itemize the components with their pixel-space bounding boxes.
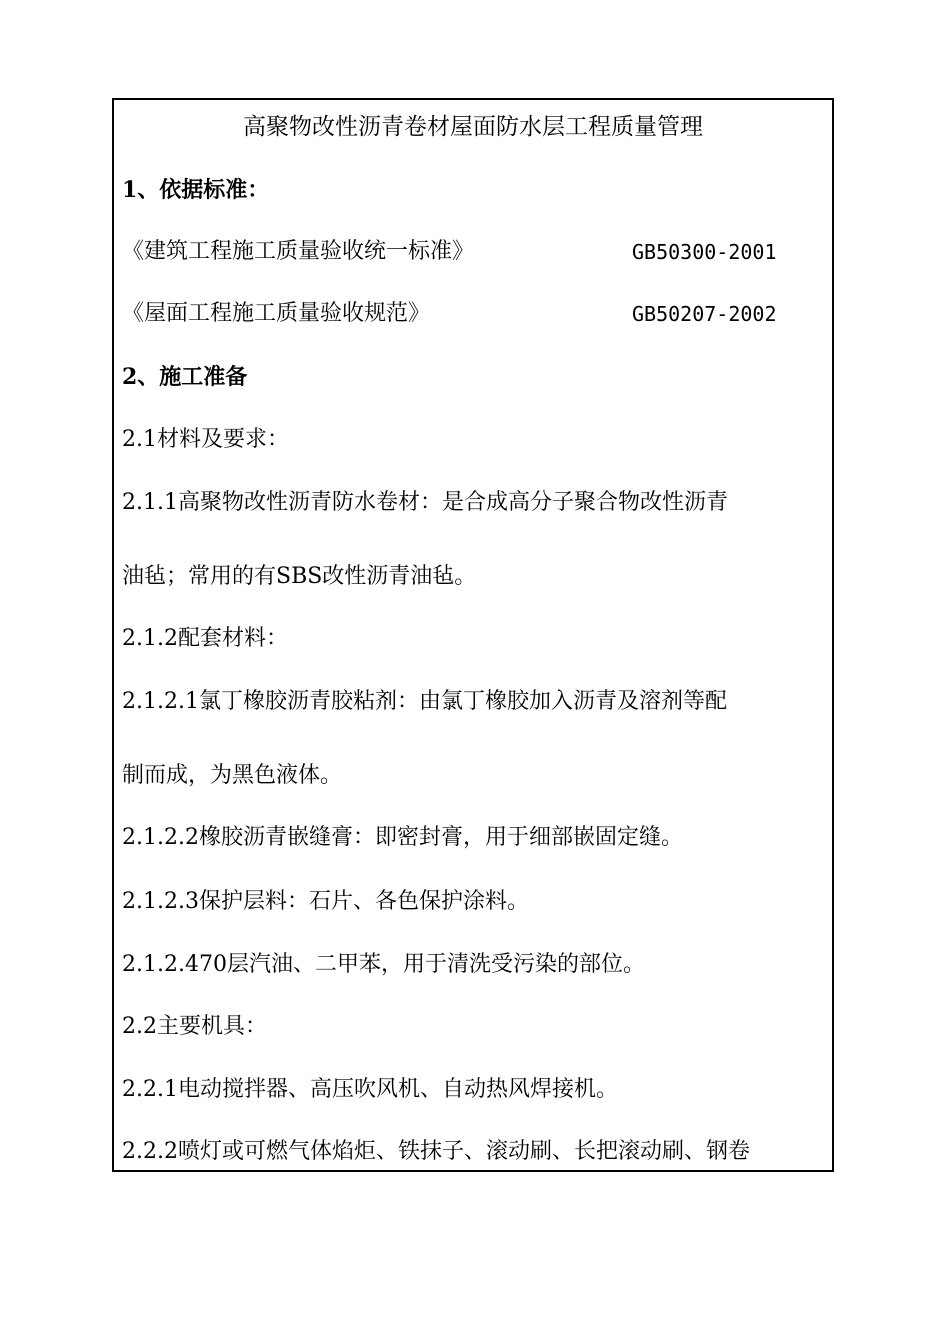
section1-heading: 1、依据标准：	[122, 177, 270, 203]
section2-line: 2.1.2.2橡胶沥青嵌缝膏：即密封膏，用于细部嵌固定缝。	[122, 825, 683, 850]
standard-1-name: 《建筑工程施工质量验收统一标准》	[122, 239, 475, 264]
standard-2-name: 《屋面工程施工质量验收规范》	[122, 301, 431, 326]
section2-line: 2.1材料及要求：	[122, 427, 289, 452]
section2-line: 2.1.2配套材料：	[122, 626, 288, 651]
section2-line: 油毡；常用的有SBS改性沥青油毡。	[122, 564, 477, 589]
section2-line: 2.1.2.3保护层料：石片、各色保护涂料。	[122, 889, 529, 914]
standard-1-code: GB50300-2001	[632, 240, 777, 264]
section2-line: 2.1.1高聚物改性沥青防水卷材：是合成高分子聚合物改性沥青	[122, 490, 728, 515]
section2-line: 制而成，为黑色液体。	[122, 763, 343, 788]
section2-line: 2.1.2.470层汽油、二甲苯，用于清洗受污染的部位。	[122, 952, 645, 977]
section2-line: 2.2.1电动搅拌器、高压吹风机、自动热风焊接机。	[122, 1077, 618, 1102]
section2-line: 2.2.2喷灯或可燃气体焰炬、铁抹子、滚动刷、长把滚动刷、钢卷	[122, 1139, 750, 1164]
document-title: 高聚物改性沥青卷材屋面防水层工程质量管理	[243, 114, 703, 140]
section2-heading: 2、施工准备	[122, 364, 248, 390]
document-frame	[112, 98, 834, 1172]
section2-line: 2.1.2.1氯丁橡胶沥青胶粘剂：由氯丁橡胶加入沥青及溶剂等配	[122, 689, 727, 714]
section2-line: 2.2主要机具：	[122, 1014, 267, 1039]
standard-2-code: GB50207-2002	[632, 302, 777, 326]
